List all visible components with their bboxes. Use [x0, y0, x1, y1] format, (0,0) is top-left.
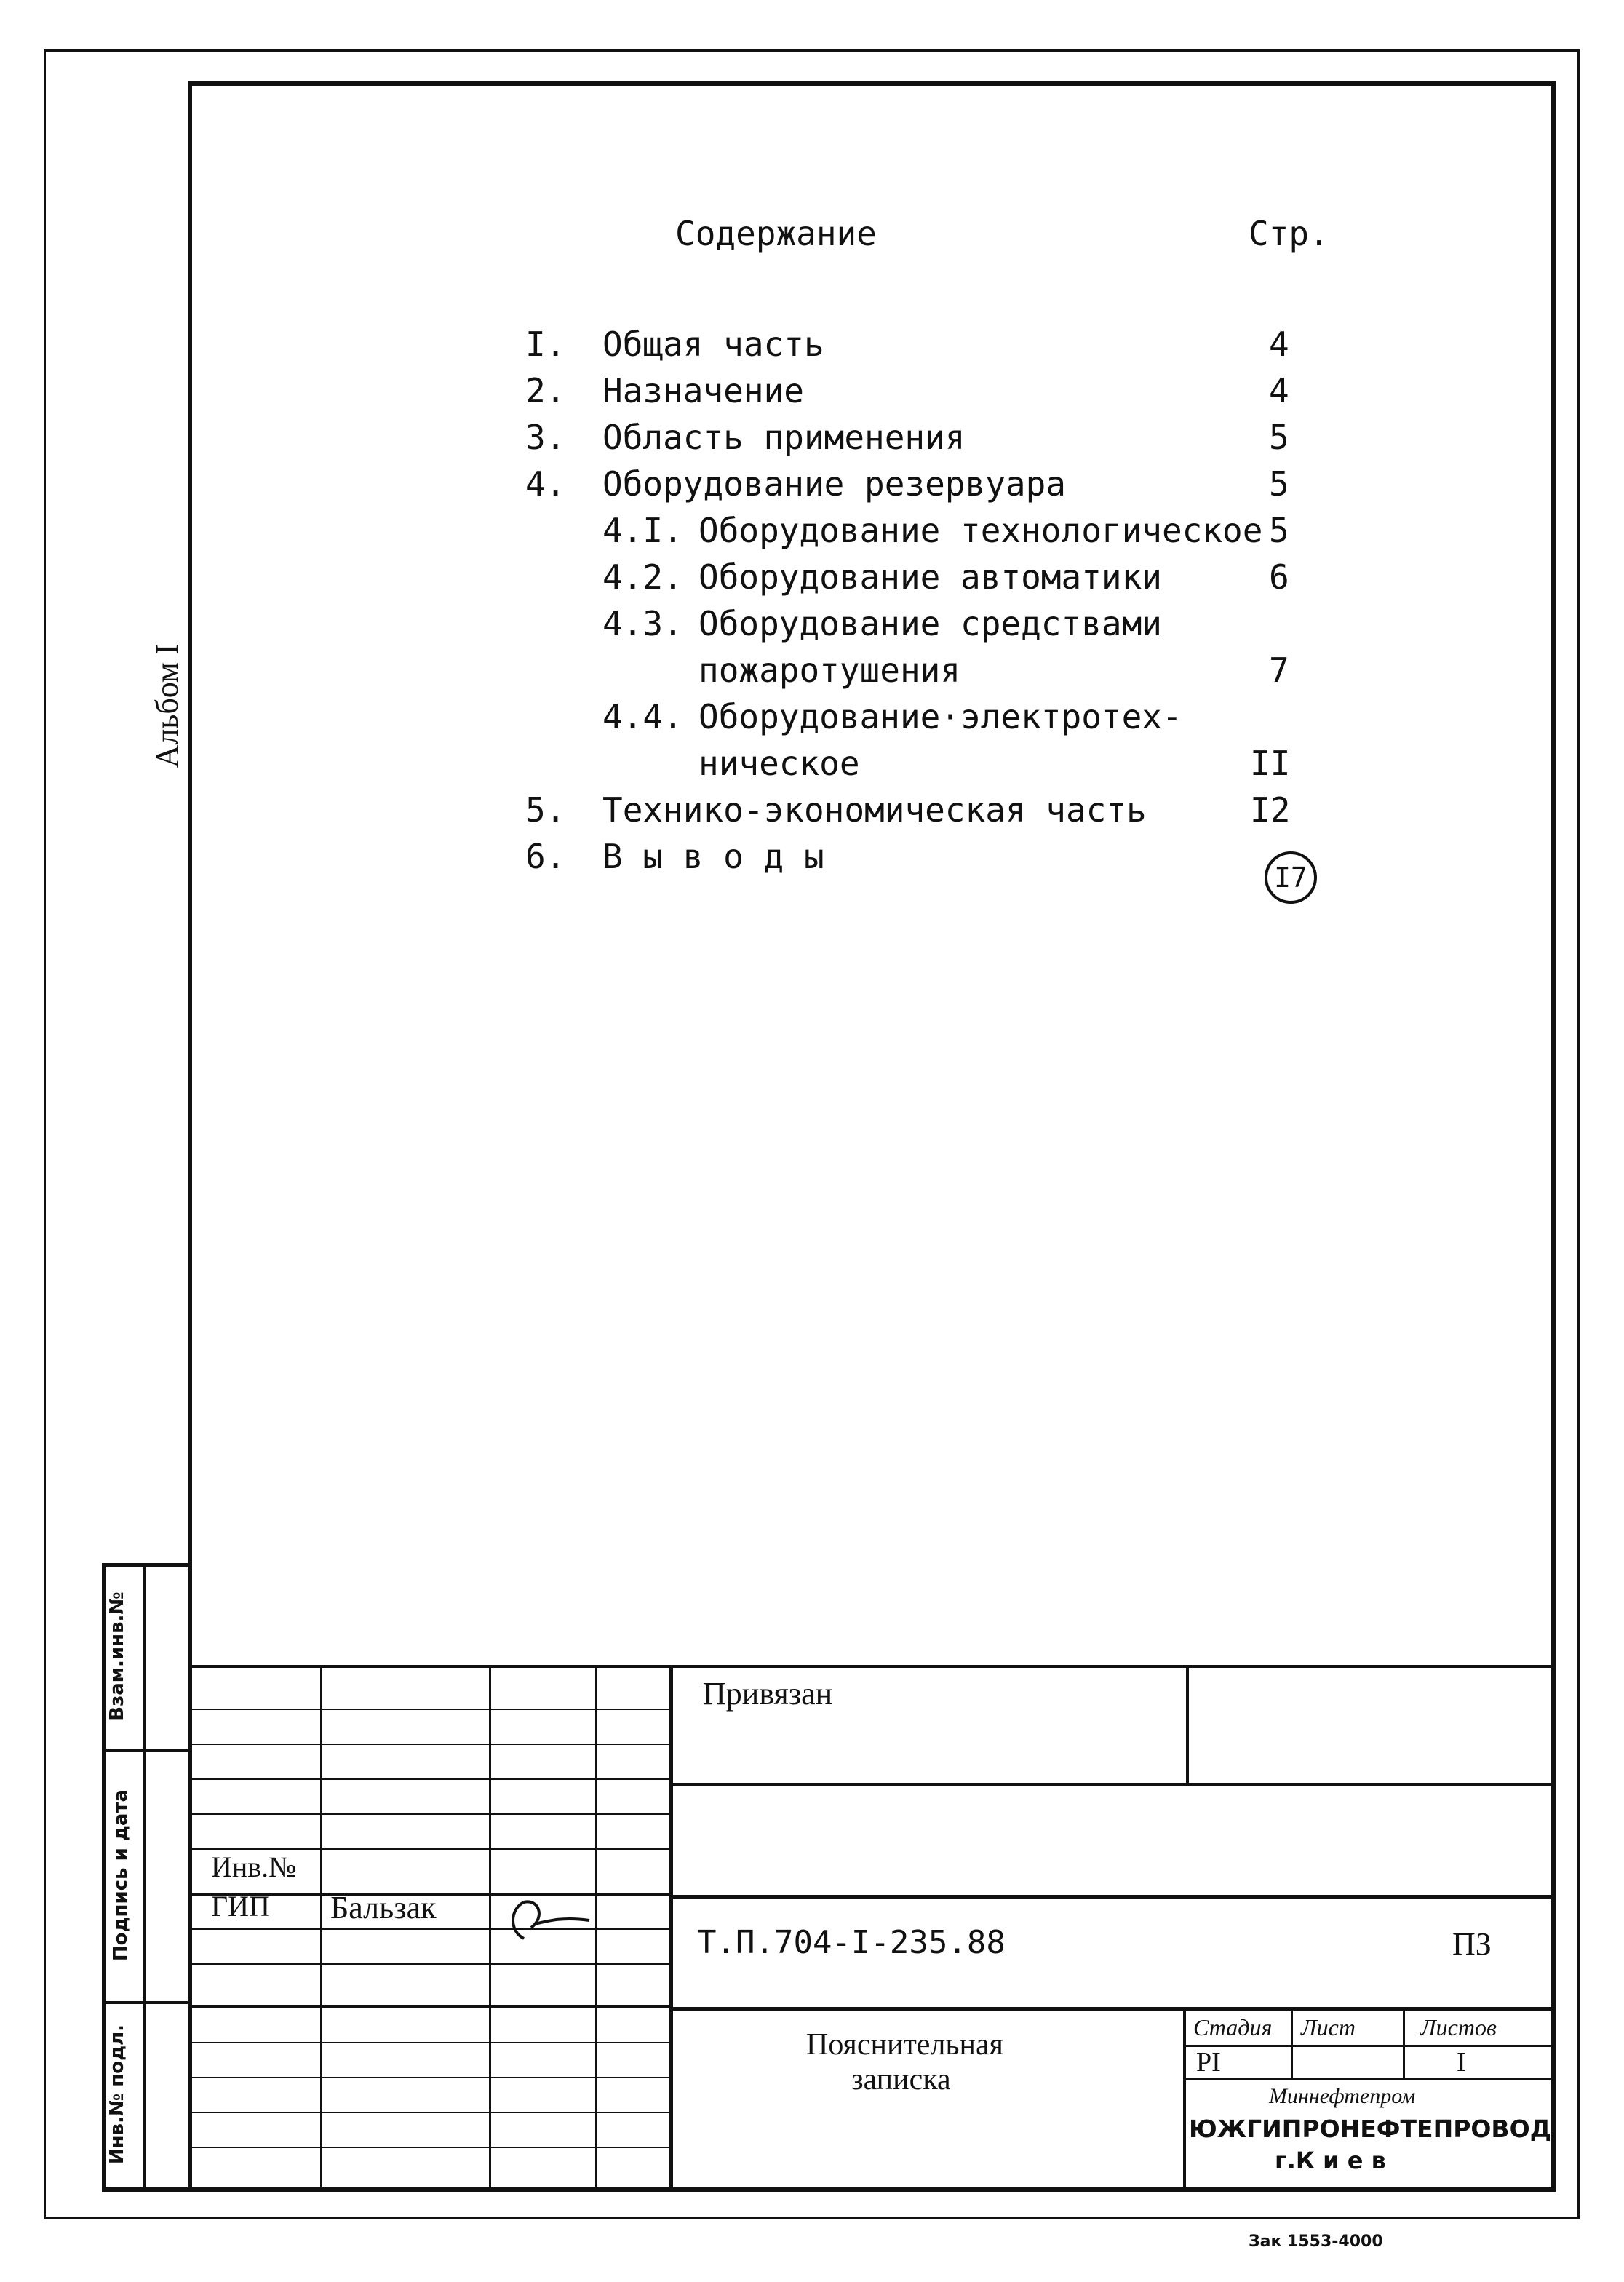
toc-item-title: Оборудование резервуара [602, 464, 1066, 504]
toc-item-num: 4. [525, 464, 566, 504]
toc-item-page: 5 [1269, 418, 1289, 457]
inv-no-label: Инв.№ [211, 1850, 297, 1883]
toc-item-num: 5. [525, 790, 566, 830]
toc-subitem-title: Оборудование средствами [698, 604, 1162, 643]
sheets-value: I [1457, 2047, 1466, 2078]
outer-frame-left [44, 49, 46, 2218]
toc-item-num: 2. [525, 371, 566, 410]
toc-item-page: 5 [1269, 511, 1289, 550]
toc-item-page: 6 [1269, 557, 1289, 597]
inner-frame-bottom [102, 2187, 1556, 2192]
toc-item-num: 6. [525, 837, 566, 876]
toc-page-col-label: Стр. [1249, 214, 1329, 253]
toc-item-num: I. [525, 325, 566, 364]
sheets-label: Листов [1420, 2014, 1497, 2040]
org-city: г.К и е в [1275, 2147, 1386, 2174]
podpis-date-label: Подпись и дата [110, 1789, 132, 1962]
toc-subitem-title-cont: ническое [698, 744, 860, 783]
inner-frame-top [188, 82, 1556, 86]
vzam-inv-label: Взам.инв.№ [106, 1591, 128, 1721]
toc-item-page: I7 [1274, 862, 1307, 894]
toc-subitem-title: Оборудование технологическое [698, 511, 1263, 550]
doc-name-line2: записка [851, 2063, 951, 2096]
inner-frame-right [1551, 82, 1556, 2192]
privyazan-label: Привязан [703, 1676, 833, 1712]
toc-item-page: 7 [1269, 651, 1289, 690]
toc-subitem-title-cont: пожаротушения [698, 651, 961, 690]
toc-item-title: Технико-экономическая часть [602, 790, 1147, 830]
toc-item-page: 4 [1269, 371, 1289, 410]
outer-frame-right [1577, 49, 1580, 2218]
toc-item-title: Назначение [602, 371, 804, 410]
stage-value: РI [1196, 2047, 1221, 2078]
signature [495, 1888, 597, 1946]
doc-code: Т.П.704-I-235.88 [697, 1924, 1006, 1961]
toc-heading: Содержание [675, 214, 877, 253]
inner-frame-left [188, 82, 192, 2192]
toc-item-page: I2 [1250, 790, 1291, 830]
toc-item-title: Общая часть [602, 325, 824, 364]
circled-page-number [1265, 851, 1317, 904]
toc-item-page: II [1250, 744, 1291, 783]
toc-item-title: Область применения [602, 418, 966, 457]
surname: Бальзак [330, 1890, 437, 1925]
toc-subitem-num: 4.2. [602, 557, 683, 597]
toc-item-page: 5 [1269, 464, 1289, 504]
org-ministry: Миннефтепром [1269, 2084, 1416, 2108]
toc-item-title: В ы в о д ы [602, 837, 824, 876]
toc-item-page: 4 [1269, 325, 1289, 364]
outer-frame-bottom [44, 2217, 1580, 2219]
doc-name-line1: Пояснительная [806, 2028, 1003, 2062]
order-note: Зак 1553-4000 [1249, 2233, 1383, 2251]
toc-subitem-num: 4.3. [602, 604, 683, 643]
role-gip: ГИП [211, 1890, 270, 1923]
sheet-label: Лист [1301, 2014, 1356, 2040]
doc-mark: ПЗ [1452, 1926, 1492, 1962]
inv-podl-label: Инв.№ подл. [106, 2024, 128, 2165]
toc-item-num: 3. [525, 418, 566, 457]
toc-subitem-num: 4.I. [602, 511, 683, 550]
outer-frame-top [44, 49, 1579, 52]
toc-subitem-num: 4.4. [602, 697, 683, 736]
toc-subitem-title: Оборудование·электротех- [698, 697, 1182, 736]
album-label: Альбом I [149, 643, 185, 768]
stage-label: Стадия [1193, 2014, 1273, 2040]
org-name: ЮЖГИПРОНЕФТЕПРОВОД [1189, 2115, 1552, 2143]
toc-subitem-title: Оборудование автоматики [698, 557, 1162, 597]
